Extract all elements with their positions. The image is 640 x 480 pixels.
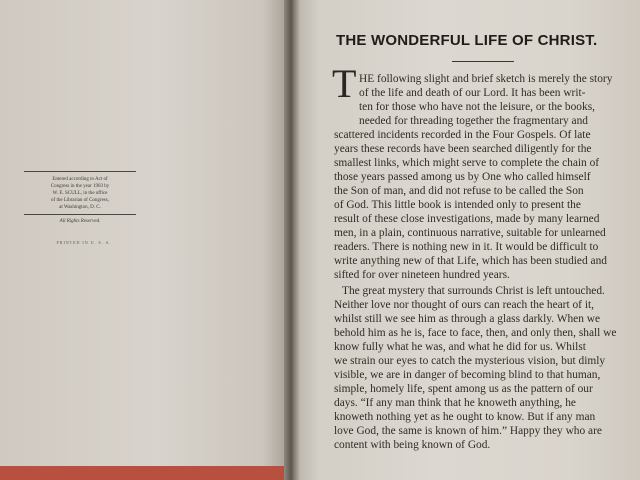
text-line: men, in a plain, continuous narrative, suitable for unlearned <box>334 227 606 239</box>
text-line: love God, the same is known of him.” Happy they who are <box>334 425 602 437</box>
title-rule <box>452 61 514 62</box>
text-line: days. “If any man think that he knoweth anything, he <box>334 397 576 409</box>
copyright-line: at Washington, D. C. <box>59 205 101 210</box>
copyright-text <box>24 174 136 213</box>
text-line: HE following slight and brief sketch is merely the story <box>359 73 613 85</box>
text-line: ten for those who have not the leisure, or the books, <box>359 101 595 113</box>
text-line: write anything new of that Life, which has been studied and <box>334 255 607 267</box>
text-line: smallest links, which might serve to complete the chain of <box>334 157 600 169</box>
copyright-line: Congress in the year 1903 by <box>50 184 110 189</box>
text-line: simple, homely life, spent among us as the pattern of our <box>334 383 593 395</box>
text-line: behold him as he is, face to face, then, and only then, shall we <box>334 327 617 339</box>
drop-cap: T <box>332 61 357 106</box>
text-line: years these records have been searched diligently for the <box>334 143 592 155</box>
left-page <box>0 0 286 466</box>
text-line: Neither love nor thought of ours can reach the heart of it, <box>334 299 594 311</box>
copyright-line: Entered according to Act of <box>52 177 108 182</box>
text-line: result of these close investigations, made by many learned <box>334 213 600 225</box>
text-line: of God. This little book is intended only to present the <box>334 199 581 211</box>
copyright-bottom-rule <box>24 214 136 216</box>
rights-reserved: All Rights Reserved. <box>59 219 101 224</box>
copyright-line: of the Librarian of Congress, <box>51 198 109 203</box>
text-line: scattered incidents recorded in the Four Gospels. Of late <box>334 129 591 141</box>
copyright-notice <box>24 170 136 225</box>
text-line: those years passed among us by One who called himself <box>334 171 591 183</box>
copyright-line: W. E. SCULL, in the office <box>52 191 108 196</box>
printed-in-usa: PRINTED IN U. S. A. <box>56 240 112 245</box>
text-line: readers. There is nothing new in it. It would be difficult to <box>334 241 599 253</box>
text-line: knoweth nothing yet as he ought to know. But if any man <box>334 411 596 423</box>
text-line: visible, we are in danger of becoming blind to that human, <box>334 369 601 381</box>
text-line: content with being known of God. <box>334 439 491 451</box>
text-line: sifted for over nineteen hundred years. <box>334 269 510 281</box>
text-line: we strain our eyes to catch the mysterious vision, but dimly <box>334 355 606 367</box>
text-line: needed for threading together the fragmentary and <box>359 115 588 127</box>
text-line: the Son of man, and did not refuse to be called the Son <box>334 185 584 197</box>
chapter-title: THE WONDERFUL LIFE OF CHRIST. <box>336 32 598 49</box>
text-line: of the life and death of our Lord. It has been writ- <box>359 87 586 99</box>
book-gutter <box>284 0 300 480</box>
text-line: The great mystery that surrounds Christ is left untouched. <box>342 285 605 297</box>
red-cover-edge <box>0 466 300 480</box>
copyright-top-rule <box>24 171 136 173</box>
text-line: whilst still we see him as through a glass darkly. When we <box>334 313 601 325</box>
text-line: know fully what he was, and what he did for us. Whilst <box>334 341 586 353</box>
